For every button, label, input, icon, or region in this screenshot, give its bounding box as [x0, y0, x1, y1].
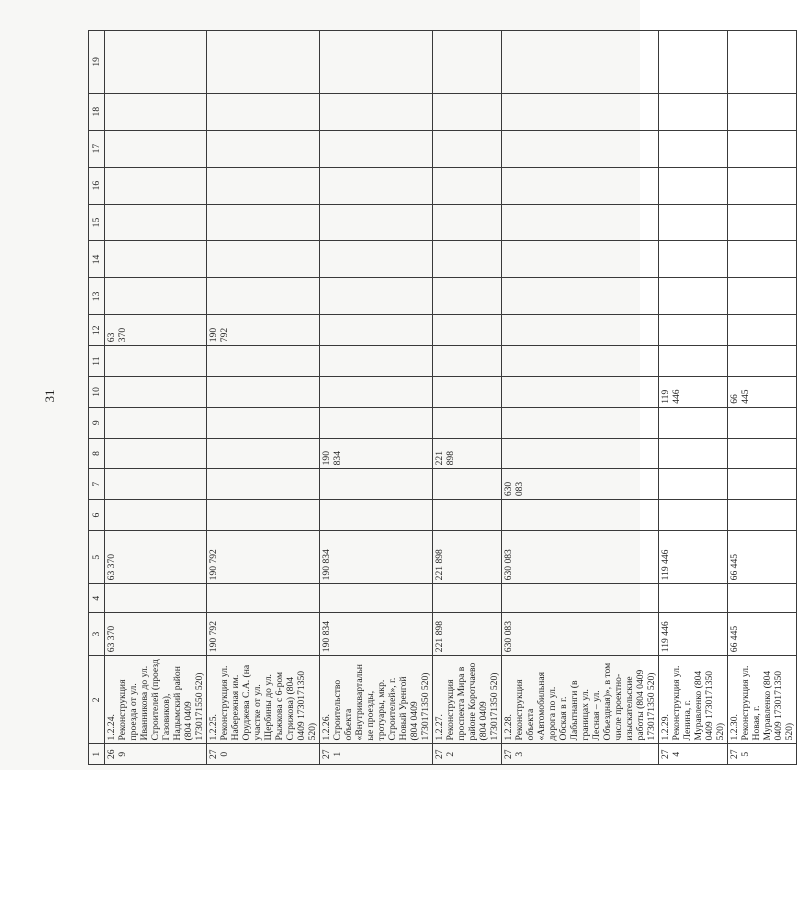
value-cell: 190 834 [320, 530, 433, 583]
value-cell [320, 241, 433, 278]
value-cell [728, 167, 797, 204]
value-cell [433, 93, 502, 130]
value-cell [728, 31, 797, 94]
col-header-15: 15 [89, 204, 105, 241]
col-header-16: 16 [89, 167, 105, 204]
value-cell [728, 346, 797, 377]
col-header-5: 5 [89, 530, 105, 583]
table-row [207, 31, 320, 765]
value-cell: 221 898 [433, 613, 502, 656]
table-row [659, 31, 728, 765]
value-cell [659, 584, 728, 613]
value-cell [320, 469, 433, 500]
value-cell [728, 584, 797, 613]
col-header-14: 14 [89, 241, 105, 278]
budget-table [88, 30, 797, 765]
row-number-cell: 273 [502, 744, 659, 765]
value-cell [659, 93, 728, 130]
value-cell [105, 438, 207, 469]
value-cell [728, 130, 797, 167]
value-cell [728, 469, 797, 500]
value-cell [433, 469, 502, 500]
value-cell [502, 241, 659, 278]
value-cell: 119 446 [659, 376, 728, 407]
value-cell [433, 315, 502, 346]
value-cell: 119 446 [659, 530, 728, 583]
row-number-cell: 275 [728, 744, 797, 765]
value-cell: 63 370 [105, 315, 207, 346]
value-cell [105, 469, 207, 500]
value-cell [433, 278, 502, 315]
column-number-row [89, 31, 105, 765]
value-cell [320, 346, 433, 377]
col-header-7: 7 [89, 469, 105, 500]
value-cell [207, 31, 320, 94]
value-cell [433, 204, 502, 241]
value-cell [502, 407, 659, 438]
row-name-cell: 1.2.25. Реконструкция ул. Набережная им. Оруджева С.А. (на участке от ул. Щербины до ул. Рыжкова с 6-ром Стрижова) (804 0409 1730171350 520) [207, 656, 320, 744]
value-cell: 221 898 [433, 438, 502, 469]
value-cell [105, 241, 207, 278]
value-cell [207, 438, 320, 469]
col-header-8: 8 [89, 438, 105, 469]
value-cell [207, 584, 320, 613]
value-cell [728, 438, 797, 469]
value-cell [207, 241, 320, 278]
value-cell: 63 370 [105, 530, 207, 583]
value-cell [728, 93, 797, 130]
value-cell [728, 241, 797, 278]
row-name-cell: 1.2.27. Реконструкция проспекта Мира в районе Коротчаево (804 0409 1730171350 520) [433, 656, 502, 744]
value-cell: 63 370 [105, 613, 207, 656]
value-cell: 221 898 [433, 530, 502, 583]
value-cell [659, 130, 728, 167]
row-number-cell: 272 [433, 744, 502, 765]
value-cell [502, 438, 659, 469]
value-cell [207, 346, 320, 377]
value-cell [105, 278, 207, 315]
table-row [502, 31, 659, 765]
value-cell [433, 167, 502, 204]
value-cell [659, 346, 728, 377]
row-number-cell: 269 [105, 744, 207, 765]
col-header-6: 6 [89, 500, 105, 531]
col-header-18: 18 [89, 93, 105, 130]
value-cell [320, 376, 433, 407]
value-cell [105, 407, 207, 438]
value-cell [502, 346, 659, 377]
col-header-1: 1 [89, 744, 105, 765]
value-cell [502, 167, 659, 204]
value-cell: 190 834 [320, 613, 433, 656]
row-number-cell: 271 [320, 744, 433, 765]
value-cell [502, 130, 659, 167]
table-row [433, 31, 502, 765]
value-cell [320, 407, 433, 438]
value-cell [728, 278, 797, 315]
value-cell: 119 446 [659, 613, 728, 656]
value-cell [502, 315, 659, 346]
page-number: 31 [42, 389, 57, 403]
value-cell [659, 167, 728, 204]
value-cell [728, 204, 797, 241]
value-cell [433, 241, 502, 278]
value-cell [105, 346, 207, 377]
rotated-table-wrapper [88, 30, 795, 765]
table-row [728, 31, 797, 765]
value-cell [320, 167, 433, 204]
value-cell [659, 31, 728, 94]
col-header-11: 11 [89, 346, 105, 377]
value-cell: 630 083 [502, 530, 659, 583]
value-cell [659, 241, 728, 278]
value-cell: 630 083 [502, 469, 659, 500]
value-cell [502, 204, 659, 241]
value-cell [320, 93, 433, 130]
value-cell: 630 083 [502, 613, 659, 656]
value-cell: 66 445 [728, 376, 797, 407]
col-header-13: 13 [89, 278, 105, 315]
table-row [105, 31, 207, 765]
value-cell [502, 278, 659, 315]
value-cell [320, 584, 433, 613]
col-header-2: 2 [89, 656, 105, 744]
row-name-cell: 1.2.24. Реконструкция проезда от ул. Иванникова до ул. Строителей (проезд Газовиков), Надымский район (804 0409 1730171550 520) [105, 656, 207, 744]
value-cell [728, 315, 797, 346]
value-cell [659, 438, 728, 469]
value-cell [502, 584, 659, 613]
row-name-cell: 1.2.28. Реконструкция объекта «Автомобильная дорога по ул. Обская в г. Лабытнанги (в границах ул. Лесная – ул. Объездная)», в том числе проектно-изыскательские работы (804 0409 1730171350 520) [502, 656, 659, 744]
value-cell [105, 584, 207, 613]
value-cell [502, 93, 659, 130]
col-header-12: 12 [89, 315, 105, 346]
value-cell [105, 500, 207, 531]
col-header-4: 4 [89, 584, 105, 613]
value-cell [207, 407, 320, 438]
value-cell [433, 31, 502, 94]
row-number-cell: 274 [659, 744, 728, 765]
value-cell [433, 584, 502, 613]
value-cell [207, 93, 320, 130]
row-name-cell: 1.2.29. Реконструкция ул. Ленина, г. Муравленко (804 0409 1730171350 520) [659, 656, 728, 744]
value-cell [659, 204, 728, 241]
value-cell: 190 792 [207, 315, 320, 346]
value-cell: 190 792 [207, 613, 320, 656]
value-cell [105, 204, 207, 241]
value-cell [659, 469, 728, 500]
value-cell: 66 445 [728, 613, 797, 656]
value-cell [659, 500, 728, 531]
row-name-cell: 1.2.30. Реконструкция ул. Новая, г. Муравленко (804 0409 1730171350 520) [728, 656, 797, 744]
value-cell [433, 376, 502, 407]
value-cell [320, 204, 433, 241]
value-cell [433, 407, 502, 438]
value-cell [207, 204, 320, 241]
value-cell [105, 376, 207, 407]
value-cell [105, 167, 207, 204]
value-cell [207, 500, 320, 531]
row-number-cell: 270 [207, 744, 320, 765]
value-cell [728, 500, 797, 531]
value-cell [502, 376, 659, 407]
table-row [320, 31, 433, 765]
col-header-3: 3 [89, 613, 105, 656]
value-cell [207, 376, 320, 407]
value-cell: 190 792 [207, 530, 320, 583]
value-cell [502, 500, 659, 531]
value-cell [659, 407, 728, 438]
value-cell [320, 278, 433, 315]
value-cell: 66 445 [728, 530, 797, 583]
value-cell [433, 500, 502, 531]
value-cell [433, 346, 502, 377]
value-cell [105, 130, 207, 167]
value-cell [207, 278, 320, 315]
col-header-9: 9 [89, 407, 105, 438]
value-cell [320, 130, 433, 167]
value-cell [207, 167, 320, 204]
value-cell [207, 469, 320, 500]
value-cell [659, 278, 728, 315]
col-header-17: 17 [89, 130, 105, 167]
value-cell [320, 500, 433, 531]
value-cell: 190 834 [320, 438, 433, 469]
value-cell [320, 315, 433, 346]
value-cell [659, 315, 728, 346]
value-cell [502, 31, 659, 94]
row-name-cell: 1.2.26. Строительство объекта «Внутриквартальные проезды, тротуары, мкр. Строителей», г. Новый Уренгой (804 0409 1730171350 520) [320, 656, 433, 744]
col-header-10: 10 [89, 376, 105, 407]
value-cell [105, 31, 207, 94]
value-cell [728, 407, 797, 438]
value-cell [433, 130, 502, 167]
value-cell [320, 31, 433, 94]
value-cell [207, 130, 320, 167]
col-header-19: 19 [89, 31, 105, 94]
value-cell [105, 93, 207, 130]
